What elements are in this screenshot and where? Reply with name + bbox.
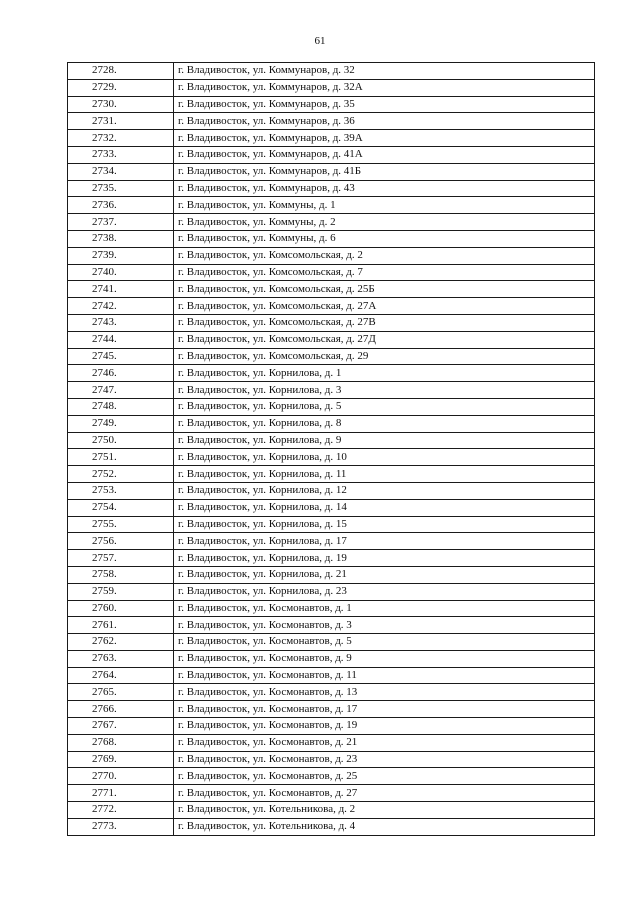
- row-number: 2763.: [68, 650, 174, 667]
- row-address: г. Владивосток, ул. Комсомольская, д. 27В: [174, 314, 595, 331]
- row-number: 2769.: [68, 751, 174, 768]
- row-number: 2761.: [68, 617, 174, 634]
- row-number: 2767.: [68, 718, 174, 735]
- row-address: г. Владивосток, ул. Комсомольская, д. 25Б: [174, 281, 595, 298]
- table-row: [68, 230, 595, 247]
- table-row: [68, 314, 595, 331]
- row-address: г. Владивосток, ул. Корнилова, д. 9: [174, 432, 595, 449]
- row-number: 2752.: [68, 466, 174, 483]
- table-row: [68, 550, 595, 567]
- table-row: [68, 298, 595, 315]
- row-address: г. Владивосток, ул. Корнилова, д. 17: [174, 533, 595, 550]
- row-address: г. Владивосток, ул. Корнилова, д. 5: [174, 398, 595, 415]
- row-address: г. Владивосток, ул. Космонавтов, д. 5: [174, 634, 595, 651]
- table-row: [68, 818, 595, 835]
- row-address: г. Владивосток, ул. Корнилова, д. 1: [174, 365, 595, 382]
- row-address: г. Владивосток, ул. Коммунаров, д. 32: [174, 63, 595, 80]
- row-address: г. Владивосток, ул. Космонавтов, д. 27: [174, 785, 595, 802]
- row-number: 2753.: [68, 482, 174, 499]
- table-row: [68, 785, 595, 802]
- row-number: 2732.: [68, 130, 174, 147]
- row-number: 2746.: [68, 365, 174, 382]
- row-number: 2738.: [68, 230, 174, 247]
- row-number: 2765.: [68, 684, 174, 701]
- row-address: г. Владивосток, ул. Космонавтов, д. 21: [174, 734, 595, 751]
- table-row: [68, 718, 595, 735]
- table-row: [68, 617, 595, 634]
- row-number: 2740.: [68, 264, 174, 281]
- table-row: [68, 802, 595, 819]
- row-number: 2757.: [68, 550, 174, 567]
- row-address: г. Владивосток, ул. Космонавтов, д. 25: [174, 768, 595, 785]
- row-address: г. Владивосток, ул. Космонавтов, д. 1: [174, 600, 595, 617]
- row-number: 2754.: [68, 499, 174, 516]
- row-address: г. Владивосток, ул. Космонавтов, д. 13: [174, 684, 595, 701]
- row-address: г. Владивосток, ул. Коммунаров, д. 35: [174, 96, 595, 113]
- row-address: г. Владивосток, ул. Коммунаров, д. 32А: [174, 79, 595, 96]
- table-row: [68, 281, 595, 298]
- row-number: 2751.: [68, 449, 174, 466]
- row-address: г. Владивосток, ул. Корнилова, д. 8: [174, 415, 595, 432]
- row-number: 2735.: [68, 180, 174, 197]
- row-number: 2741.: [68, 281, 174, 298]
- row-number: 2745.: [68, 348, 174, 365]
- table-row: [68, 768, 595, 785]
- row-number: 2736.: [68, 197, 174, 214]
- row-number: 2739.: [68, 247, 174, 264]
- table-row: [68, 79, 595, 96]
- row-number: 2730.: [68, 96, 174, 113]
- table-row: [68, 533, 595, 550]
- row-number: 2771.: [68, 785, 174, 802]
- row-number: 2759.: [68, 583, 174, 600]
- table-row: [68, 432, 595, 449]
- row-address: г. Владивосток, ул. Комсомольская, д. 27А: [174, 298, 595, 315]
- table-row: [68, 415, 595, 432]
- table-row: [68, 96, 595, 113]
- row-address: г. Владивосток, ул. Космонавтов, д. 11: [174, 667, 595, 684]
- row-number: 2744.: [68, 331, 174, 348]
- table-row: [68, 600, 595, 617]
- table-row: [68, 751, 595, 768]
- row-address: г. Владивосток, ул. Космонавтов, д. 3: [174, 617, 595, 634]
- table-row: [68, 499, 595, 516]
- row-number: 2770.: [68, 768, 174, 785]
- row-address: г. Владивосток, ул. Корнилова, д. 19: [174, 550, 595, 567]
- page-number: 61: [314, 35, 326, 47]
- row-address: г. Владивосток, ул. Корнилова, д. 11: [174, 466, 595, 483]
- table-row: [68, 667, 595, 684]
- row-address: г. Владивосток, ул. Космонавтов, д. 17: [174, 701, 595, 718]
- row-address: г. Владивосток, ул. Коммунаров, д. 36: [174, 113, 595, 130]
- row-number: 2758.: [68, 566, 174, 583]
- row-number: 2773.: [68, 818, 174, 835]
- row-address: г. Владивосток, ул. Коммунаров, д. 41А: [174, 146, 595, 163]
- row-address: г. Владивосток, ул. Корнилова, д. 23: [174, 583, 595, 600]
- table-row: [68, 247, 595, 264]
- row-address: г. Владивосток, ул. Комсомольская, д. 27Д: [174, 331, 595, 348]
- row-address: г. Владивосток, ул. Корнилова, д. 21: [174, 566, 595, 583]
- table-row: [68, 398, 595, 415]
- row-address: г. Владивосток, ул. Коммунаров, д. 43: [174, 180, 595, 197]
- row-address: г. Владивосток, ул. Коммуны, д. 6: [174, 230, 595, 247]
- address-table-body: [68, 63, 595, 836]
- table-row: [68, 63, 595, 80]
- table-row: [68, 449, 595, 466]
- table-row: [68, 482, 595, 499]
- row-number: 2756.: [68, 533, 174, 550]
- table-row: [68, 650, 595, 667]
- row-number: 2737.: [68, 214, 174, 231]
- table-row: [68, 197, 595, 214]
- row-number: 2731.: [68, 113, 174, 130]
- row-address: г. Владивосток, ул. Коммунаров, д. 39А: [174, 130, 595, 147]
- table-row: [68, 365, 595, 382]
- table-row: [68, 146, 595, 163]
- row-number: 2747.: [68, 382, 174, 399]
- table-row: [68, 180, 595, 197]
- row-address: г. Владивосток, ул. Комсомольская, д. 29: [174, 348, 595, 365]
- row-number: 2764.: [68, 667, 174, 684]
- table-row: [68, 264, 595, 281]
- row-number: 2766.: [68, 701, 174, 718]
- table-row: [68, 163, 595, 180]
- row-address: г. Владивосток, ул. Корнилова, д. 3: [174, 382, 595, 399]
- row-number: 2742.: [68, 298, 174, 315]
- row-number: 2749.: [68, 415, 174, 432]
- row-number: 2743.: [68, 314, 174, 331]
- table-row: [68, 583, 595, 600]
- table-row: [68, 466, 595, 483]
- row-address: г. Владивосток, ул. Коммуны, д. 2: [174, 214, 595, 231]
- table-row: [68, 701, 595, 718]
- row-address: г. Владивосток, ул. Космонавтов, д. 19: [174, 718, 595, 735]
- table-row: [68, 382, 595, 399]
- table-row: [68, 634, 595, 651]
- row-number: 2760.: [68, 600, 174, 617]
- row-number: 2733.: [68, 146, 174, 163]
- table-row: [68, 348, 595, 365]
- row-number: 2755.: [68, 516, 174, 533]
- table-row: [68, 331, 595, 348]
- row-address: г. Владивосток, ул. Корнилова, д. 15: [174, 516, 595, 533]
- table-row: [68, 130, 595, 147]
- table-row: [68, 214, 595, 231]
- row-number: 2762.: [68, 634, 174, 651]
- row-number: 2728.: [68, 63, 174, 80]
- table-row: [68, 113, 595, 130]
- row-address: г. Владивосток, ул. Корнилова, д. 14: [174, 499, 595, 516]
- row-number: 2768.: [68, 734, 174, 751]
- row-number: 2734.: [68, 163, 174, 180]
- row-number: 2772.: [68, 802, 174, 819]
- table-row: [68, 566, 595, 583]
- table-row: [68, 684, 595, 701]
- row-number: 2748.: [68, 398, 174, 415]
- row-address: г. Владивосток, ул. Комсомольская, д. 2: [174, 247, 595, 264]
- table-row: [68, 516, 595, 533]
- row-address: г. Владивосток, ул. Космонавтов, д. 23: [174, 751, 595, 768]
- row-address: г. Владивосток, ул. Коммунаров, д. 41Б: [174, 163, 595, 180]
- row-number: 2729.: [68, 79, 174, 96]
- row-address: г. Владивосток, ул. Космонавтов, д. 9: [174, 650, 595, 667]
- row-address: г. Владивосток, ул. Коммуны, д. 1: [174, 197, 595, 214]
- row-number: 2750.: [68, 432, 174, 449]
- row-address: г. Владивосток, ул. Корнилова, д. 10: [174, 449, 595, 466]
- table-row: [68, 734, 595, 751]
- address-table: [67, 62, 595, 836]
- row-address: г. Владивосток, ул. Котельникова, д. 4: [174, 818, 595, 835]
- row-address: г. Владивосток, ул. Корнилова, д. 12: [174, 482, 595, 499]
- row-address: г. Владивосток, ул. Котельникова, д. 2: [174, 802, 595, 819]
- row-address: г. Владивосток, ул. Комсомольская, д. 7: [174, 264, 595, 281]
